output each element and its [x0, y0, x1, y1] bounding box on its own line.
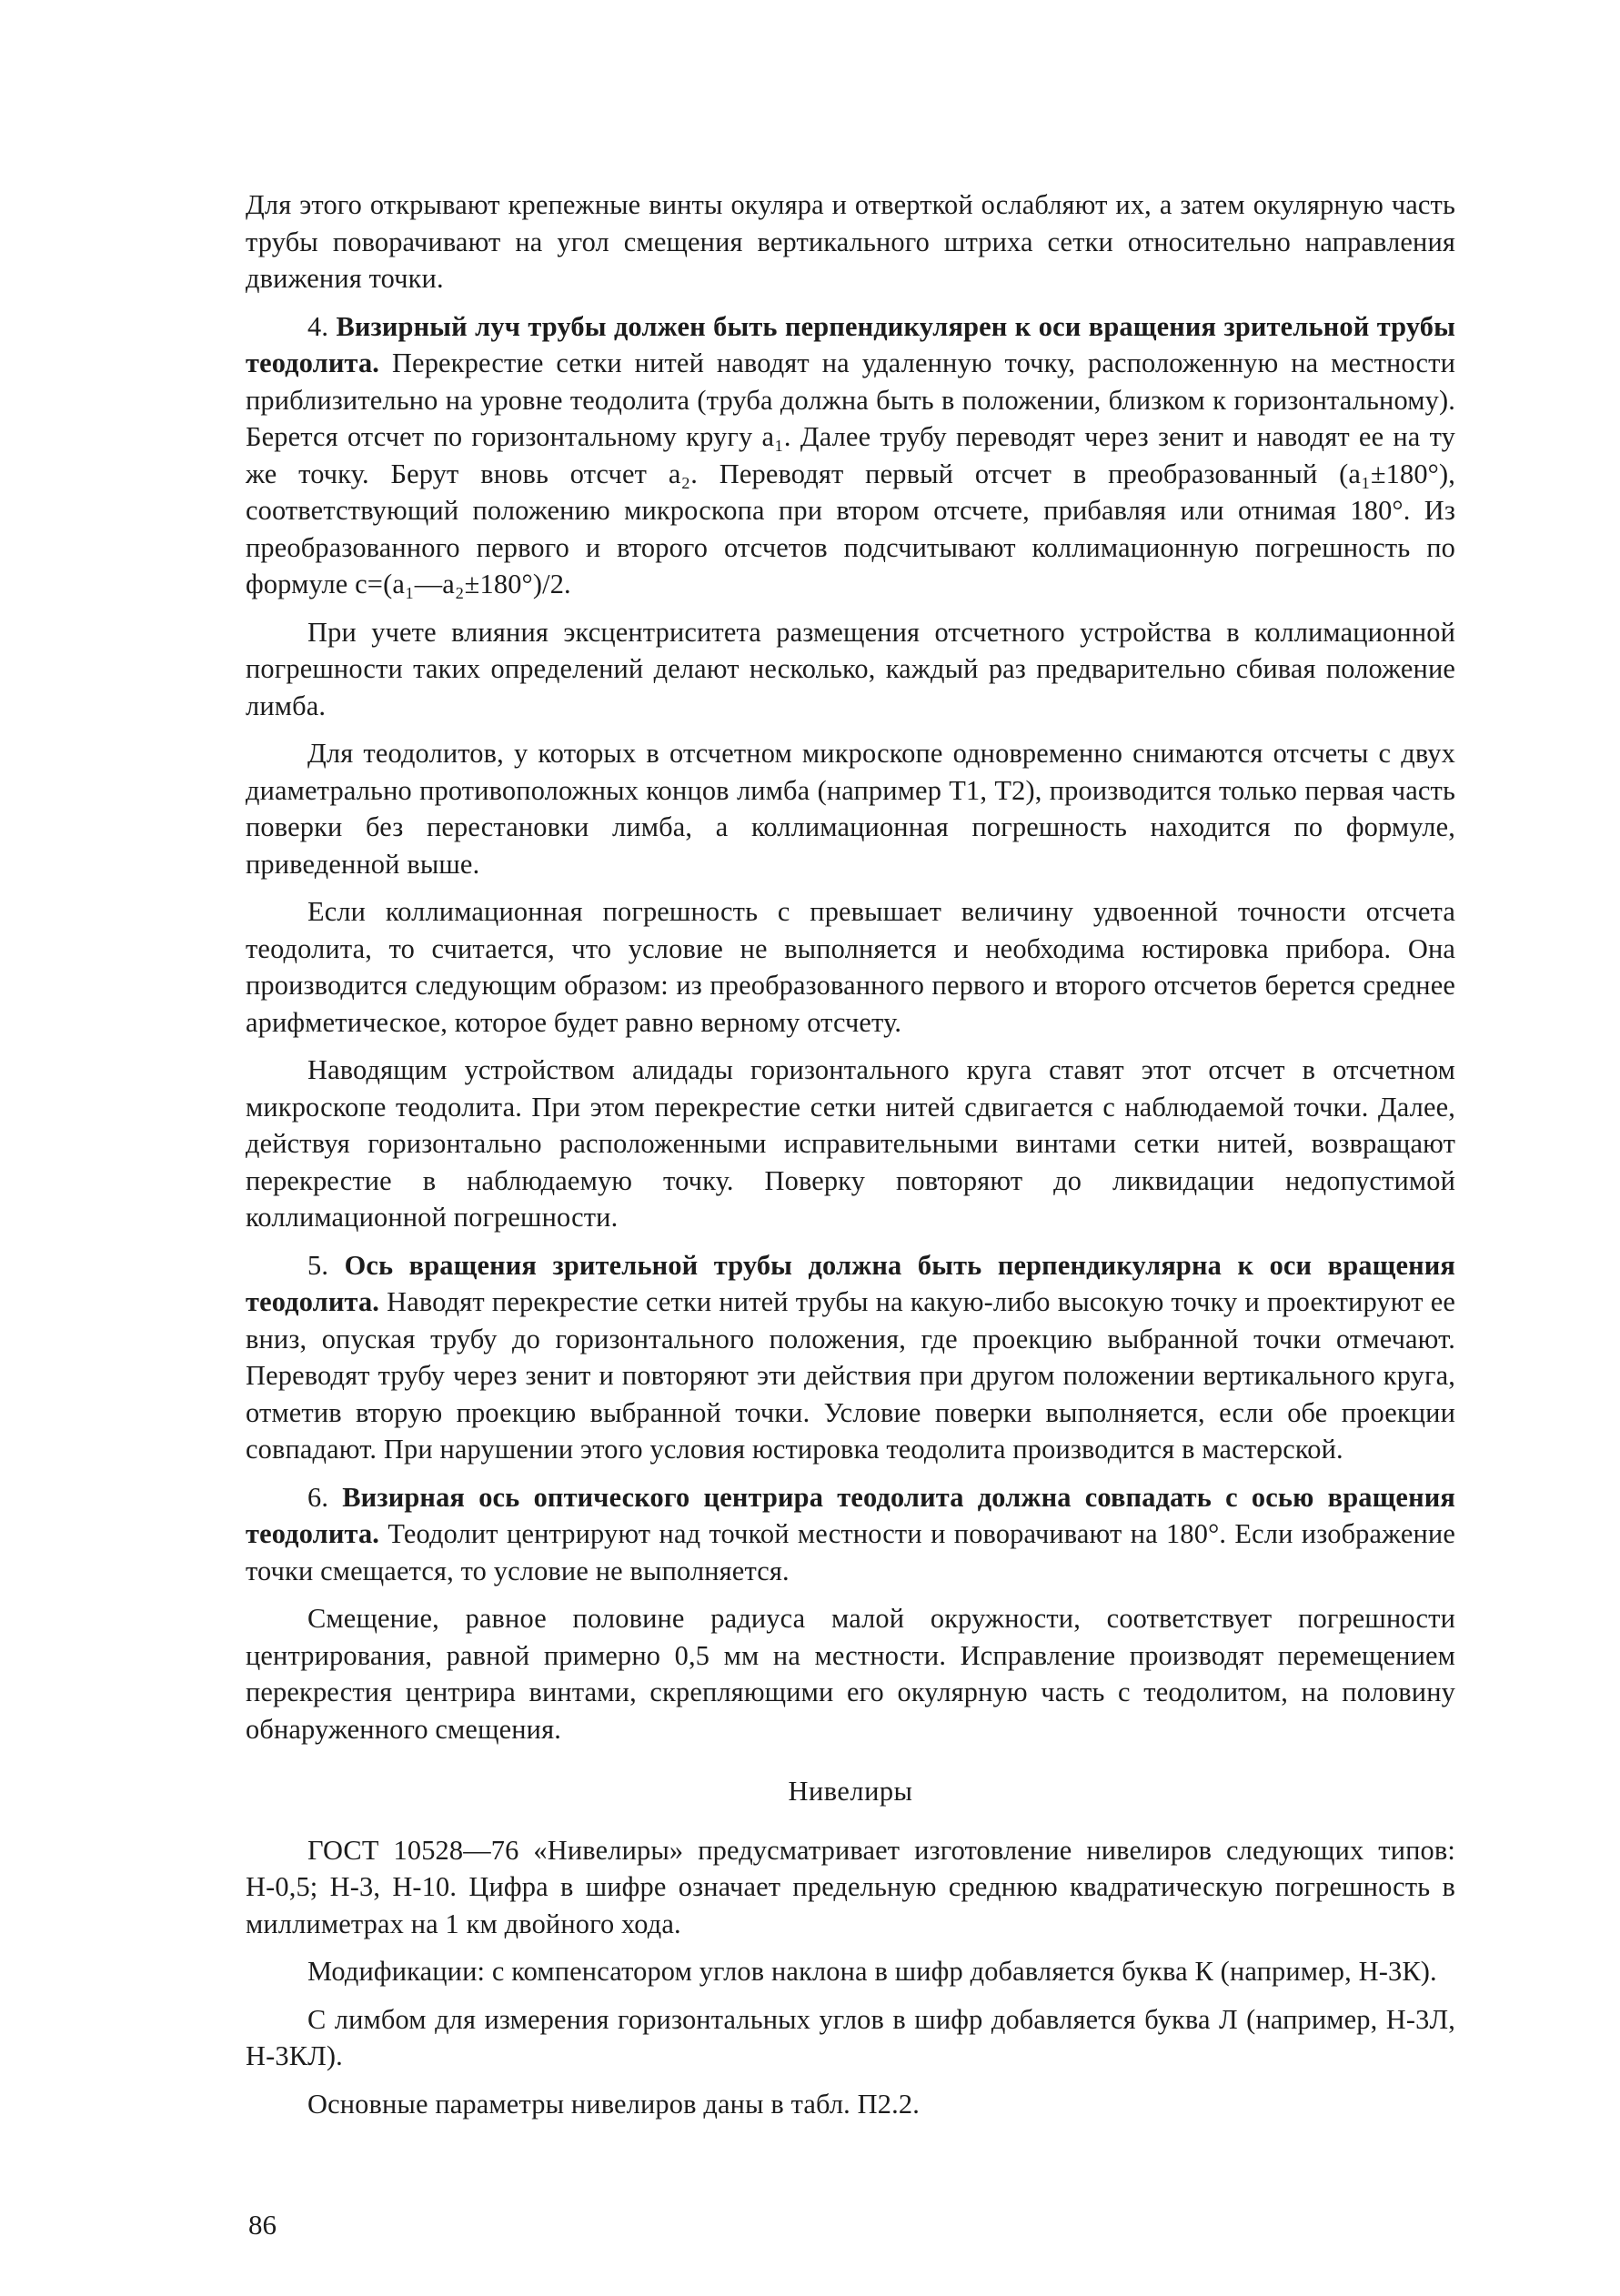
paragraph-13: Основные параметры нивелиров даны в табл. П2.2. [307, 2088, 920, 2120]
paragraph-12: С лимбом для измерения горизонтальных углов в шифр добавляется буква Л (например, Н-3Л, Н-3КЛ). [246, 2003, 1455, 2071]
check-6-text: Теодолит центрируют над точкой местности и поворачивают на 180°. Если изображение точки смещается, то условие не выполняется. [246, 1518, 1455, 1586]
check-6-number: 6. [307, 1481, 343, 1513]
page-number: 86 [248, 2209, 277, 2241]
check-4-title: Визирный луч трубы должен быть перпендикулярен к оси вращения зрительной трубы теодолита. [246, 310, 1455, 378]
paragraph-10: ГОСТ 10528—76 «Нивелиры» предусматривает изготовление нивелиров следующих типов: Н-0,5; Н-3, Н-10. Цифра в шифре означает предельную среднюю квадратическую погрешность в миллиметрах на 1 км двойного хода. [246, 1834, 1455, 1939]
paragraph-9: Смещение, равное половине радиуса малой окружности, соответствует погрешности центрирования, равной примерно 0,5 мм на местности. Исправление производят перемещением перекрестия центрира винтами, скрепляющими его окулярную часть с теодолитом, на половину обнаруженного смещения. [246, 1603, 1455, 1745]
paragraph-check-5 [246, 1247, 1455, 1468]
paragraph-1: Для этого открывают крепежные винты окуляра и отверткой ослабляют их, а затем окулярную часть трубы поворачивают на угол смещения вертикального штриха сетки относительно направления движения точки. [246, 189, 1455, 294]
paragraph-check-6 [246, 1479, 1455, 1590]
paragraph-11: Модификации: с компенсатором углов наклона в шифр добавляется буква К (например, Н-3К). [307, 1956, 1437, 1987]
paragraph-6: Наводящим устройством алидады горизонтального круга ставят этот отсчет в отсчетном микроскопе теодолита. При этом перекрестие сетки нитей сдвигается с наблюдаемой точки. Далее, действуя горизонтально расположенными исправительными винтами сетки нитей, возвращают перекрестие в наблюдаемую точку. Поверку повторяют до ликвидации недопустимой коллимационной погрешности. [246, 1054, 1455, 1233]
check-5-text: Наводят перекрестие сетки нитей трубы на какую-либо высокую точку и проектируют ее вниз, опуская трубу до горизонтального положения, где проекцию выбранной точки отмечают. Переводят трубу через зенит и повторяют эти действия при другом положении вертикального круга, отметив вторую проекцию выбранной точки. Условие поверки выполняется, если обе проекции совпадают. При нарушении этого условия юстировка теодолита производится в мастерской. [246, 1286, 1455, 1465]
check-5-number: 5. [307, 1249, 345, 1281]
section-heading: Нивелиры [788, 1776, 913, 1807]
paragraph-3: При учете влияния эксцентриситета размещения отсчетного устройства в коллимационной погрешности таких определений делают несколько, каждый раз предварительно сбивая положение лимба. [246, 616, 1455, 721]
paragraph-4: Для теодолитов, у которых в отсчетном микроскопе одновременно снимаются отсчеты с двух диаметрально противоположных концов лимба (например Т1, Т2), производится только первая часть поверки без перестановки лимба, а коллимационная погрешность находится по формуле, приведенной выше. [246, 738, 1455, 880]
page-body [246, 186, 1455, 2133]
check-6-title: Визирная ось оптического центрира теодолита должна совпадать с осью вращения теодолита. [246, 1481, 1455, 1549]
check-4-number: 4. [307, 310, 337, 342]
check-5-title: Ось вращения зрительной трубы должна быть перпендикулярна к оси вращения теодолита. [246, 1249, 1455, 1317]
paragraph-5: Если коллимационная погрешность c превышает величину удвоенной точности отсчета теодолита, то считается, что условие не выполняется и необходима юстировка прибора. Она производится следующим образом: из преобразованного первого и второго отсчетов берется среднее арифметическое, которое будет равно верному отсчету. [246, 896, 1455, 1038]
check-4-text: Перекрестие сетки нитей наводят на удаленную точку, расположенную на местности приблизительно на уровне теодолита (труба должна быть в положении, близком к горизонтальному). Берется отсчет по горизонтальному кругу a₁. Далее трубу переводят через зенит и наводят ее на ту же точку. Берут вновь отсчет a₂. Переводят первый отсчет в преобразованный (a₁±180°), соответствующий положению микроскопа при втором отсчете, прибавляя или отнимая 180°. Из преобразованного первого и второго отсчетов подсчитывают коллимационную погрешность по формуле c=(a₁—a₂±180°)/2. [246, 347, 1455, 599]
paragraph-check-4 [246, 308, 1455, 603]
